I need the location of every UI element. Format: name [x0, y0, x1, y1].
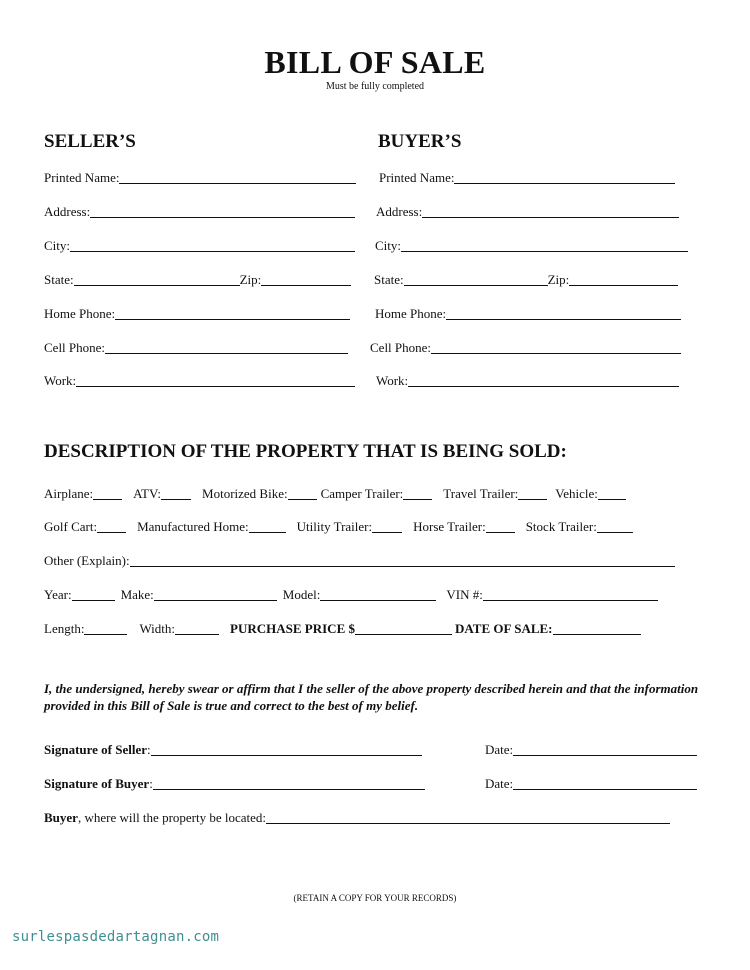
buyer-work-field[interactable] [408, 375, 679, 387]
buyer-home-phone-row [375, 306, 681, 322]
seller-cell-phone-row [44, 340, 348, 356]
buyer-address-label: Address: [376, 204, 423, 219]
horse-trailer-field[interactable] [486, 521, 515, 533]
purchase-price-label: PURCHASE PRICE $ [230, 621, 355, 636]
seller-city-label: City: [44, 238, 71, 253]
stock-trailer-field[interactable] [597, 521, 633, 533]
buyer-work-label: Work: [376, 373, 409, 388]
seller-home-phone-row [44, 306, 350, 322]
seller-signature-field[interactable] [151, 744, 422, 756]
buyer-cell-phone-field[interactable] [431, 342, 681, 354]
purchase-price-field[interactable] [355, 623, 452, 635]
utility-trailer-label: Utility Trailer: [296, 519, 373, 534]
model-label: Model: [282, 587, 321, 602]
make-label: Make: [120, 587, 154, 602]
travel-trailer-field[interactable] [518, 488, 547, 500]
length-width-price-row [44, 621, 641, 637]
seller-date-row [485, 742, 697, 758]
other-explain-row [44, 553, 675, 569]
motorized-bike-field[interactable] [288, 488, 317, 500]
buyer-printed-name-row [379, 170, 675, 186]
buyer-signature-colon: : [149, 776, 153, 791]
model-field[interactable] [320, 589, 436, 601]
camper-trailer-field[interactable] [403, 488, 432, 500]
seller-printed-name-field[interactable] [119, 172, 356, 184]
seller-cell-phone-field[interactable] [105, 342, 348, 354]
buyer-address-row [376, 204, 679, 220]
property-location-row [44, 810, 670, 826]
seller-cell-phone-label: Cell Phone: [44, 340, 106, 355]
buyer-signature-row [44, 776, 425, 792]
golf-cart-field[interactable] [97, 521, 126, 533]
buyer-printed-name-field[interactable] [454, 172, 675, 184]
seller-work-label: Work: [44, 373, 77, 388]
buyer-date-row [485, 776, 697, 792]
buyer-cell-phone-row [370, 340, 681, 356]
length-label: Length: [44, 621, 85, 636]
buyer-state-zip-row [374, 272, 678, 288]
seller-date-label: Date: [485, 742, 514, 757]
buyer-home-phone-label: Home Phone: [375, 306, 447, 321]
affirmation-text: I, the undersigned, hereby swear or affirm that I the seller of the above property described herein and that the information provided in this Bill of Sale is true and correct to the best of my belief. [44, 681, 699, 713]
seller-printed-name-row [44, 170, 356, 186]
travel-trailer-label: Travel Trailer: [443, 486, 519, 501]
stock-trailer-label: Stock Trailer: [525, 519, 597, 534]
motorized-bike-label: Motorized Bike: [202, 486, 288, 501]
buyer-zip-field[interactable] [569, 274, 678, 286]
year-label: Year: [44, 587, 72, 602]
seller-zip-label: Zip: [239, 272, 262, 287]
horse-trailer-label: Horse Trailer: [413, 519, 486, 534]
seller-home-phone-field[interactable] [115, 308, 350, 320]
other-explain-field[interactable] [130, 555, 675, 567]
vin-field[interactable] [483, 589, 658, 601]
document-subtitle: Must be fully completed [325, 81, 425, 92]
buyer-city-field[interactable] [401, 240, 688, 252]
buyer-cell-phone-label: Cell Phone: [370, 340, 432, 355]
buyer-state-label: State: [374, 272, 404, 287]
seller-date-field[interactable] [513, 744, 697, 756]
seller-state-field[interactable] [74, 274, 240, 286]
seller-heading: SELLER’S [44, 131, 136, 152]
property-location-field[interactable] [266, 812, 670, 824]
length-field[interactable] [84, 623, 127, 635]
vehicle-label: Vehicle: [555, 486, 598, 501]
make-field[interactable] [154, 589, 277, 601]
buyer-printed-name-label: Printed Name: [379, 170, 455, 185]
buyer-state-field[interactable] [404, 274, 548, 286]
airplane-label: Airplane: [44, 486, 94, 501]
seller-zip-field[interactable] [261, 274, 351, 286]
seller-state-label: State: [44, 272, 74, 287]
airplane-field[interactable] [93, 488, 122, 500]
seller-home-phone-label: Home Phone: [44, 306, 116, 321]
vehicle-field[interactable] [598, 488, 626, 500]
year-make-model-vin-row [44, 587, 658, 603]
width-field[interactable] [175, 623, 219, 635]
seller-printed-name-label: Printed Name: [44, 170, 120, 185]
document-title: BILL OF SALE [264, 44, 486, 80]
seller-city-field[interactable] [70, 240, 355, 252]
buyer-address-field[interactable] [422, 206, 679, 218]
manufactured-home-field[interactable] [249, 521, 286, 533]
vin-label: VIN #: [446, 587, 483, 602]
property-heading: DESCRIPTION OF THE PROPERTY THAT IS BEING SOLD: [44, 441, 567, 462]
manufactured-home-label: Manufactured Home: [137, 519, 249, 534]
buyer-city-label: City: [375, 238, 402, 253]
seller-city-row [44, 238, 355, 254]
buyer-heading: BUYER’S [378, 131, 462, 152]
seller-state-zip-row [44, 272, 351, 288]
golf-cart-label: Golf Cart: [44, 519, 98, 534]
seller-signature-row [44, 742, 422, 758]
buyer-work-row [376, 373, 679, 389]
property-type-row-1 [44, 486, 626, 502]
property-location-label-bold: Buyer [44, 810, 78, 825]
seller-signature-label: Signature of Seller [44, 742, 148, 757]
width-label: Width: [139, 621, 176, 636]
buyer-city-row [375, 238, 688, 254]
seller-signature-colon: : [147, 742, 151, 757]
date-of-sale-label: DATE OF SALE: [455, 621, 553, 636]
date-of-sale-field[interactable] [553, 623, 641, 635]
buyer-date-label: Date: [485, 776, 514, 791]
buyer-date-field[interactable] [513, 778, 697, 790]
year-field[interactable] [72, 589, 115, 601]
utility-trailer-field[interactable] [372, 521, 402, 533]
seller-address-field[interactable] [90, 206, 355, 218]
buyer-home-phone-field[interactable] [446, 308, 681, 320]
seller-address-row [44, 204, 355, 220]
seller-work-row [44, 373, 355, 389]
property-type-row-2 [44, 519, 633, 535]
site-watermark: surlespasdedartagnan.com [12, 929, 220, 945]
buyer-signature-label: Signature of Buyer [44, 776, 150, 791]
atv-field[interactable] [161, 488, 191, 500]
seller-address-label: Address: [44, 204, 91, 219]
retain-copy-note: (RETAIN A COPY FOR YOUR RECORDS) [293, 893, 457, 903]
buyer-signature-field[interactable] [153, 778, 425, 790]
other-explain-label: Other (Explain): [44, 553, 130, 568]
camper-trailer-label: Camper Trailer: [320, 486, 404, 501]
seller-work-field[interactable] [76, 375, 355, 387]
property-location-label: , where will the property be located: [77, 810, 267, 825]
atv-label: ATV: [133, 486, 162, 501]
buyer-zip-label: Zip: [547, 272, 570, 287]
